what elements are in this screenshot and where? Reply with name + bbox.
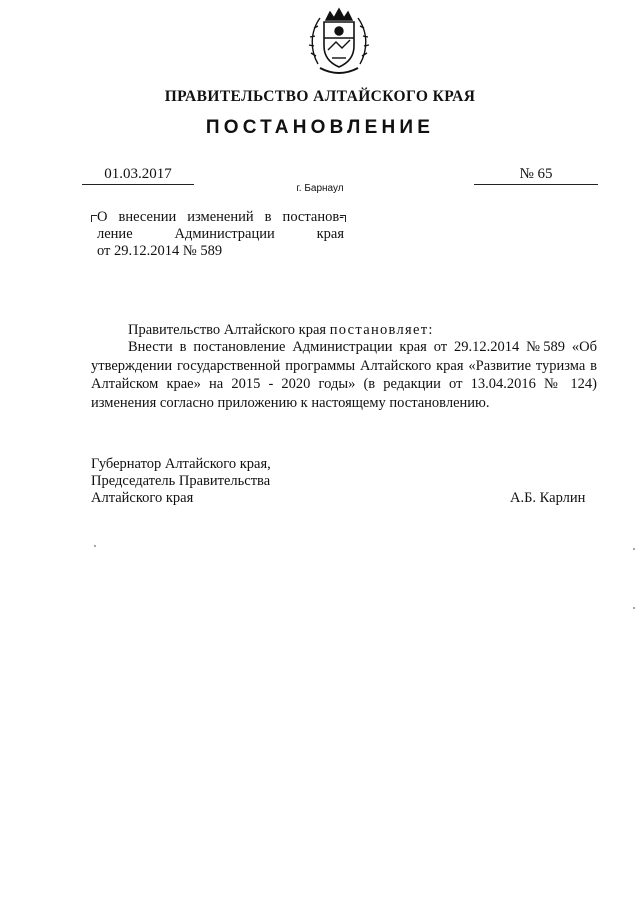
document-city: г. Барнаул (296, 183, 344, 194)
intro-prefix: Правительство Алтайского края (128, 322, 330, 338)
signatory-title-line-3: Алтайского края (91, 490, 194, 506)
intro-suffix: : (428, 322, 433, 338)
document-subject (97, 209, 344, 260)
document-type-title: ПОСТАНОВЛЕНИЕ (205, 117, 435, 138)
subject-line-3: от 29.12.2014 № 589 (97, 243, 223, 259)
resolution-text: Внести в постановление Администрации края от 29.12.2014 №589 «Об утверждении государственной программы Алтайского края «Развитие туризма в Алтайском крае» на 2015 - 2020 годы» (в редакции от 13.04.2016 № 124) изменения согласно приложению к настоящему постановлению. (91, 339, 597, 411)
signatory-title-line-2: Председатель Правительства (91, 473, 271, 489)
scan-speck (94, 545, 96, 547)
signatory-title-line-1: Губернатор Алтайского края, (91, 456, 271, 472)
signatory-name: А.Б. Карлин (510, 490, 586, 506)
signatory-title (91, 456, 271, 507)
altai-krai-coat-of-arms-icon (306, 6, 372, 82)
subject-line-2: ление Администрации края (97, 226, 344, 242)
resolution-intro (128, 321, 432, 340)
scan-speck (633, 548, 635, 550)
document-date: 01.03.2017 (82, 166, 194, 185)
intro-keyword: постановляет (329, 322, 429, 338)
subject-line-1: О внесении изменений в постанов- (97, 209, 344, 225)
organization-title: ПРАВИТЕЛЬСТВО АЛТАЙСКОГО КРАЯ (164, 88, 476, 105)
document-number: № 65 (474, 166, 598, 185)
scan-speck (633, 607, 635, 609)
